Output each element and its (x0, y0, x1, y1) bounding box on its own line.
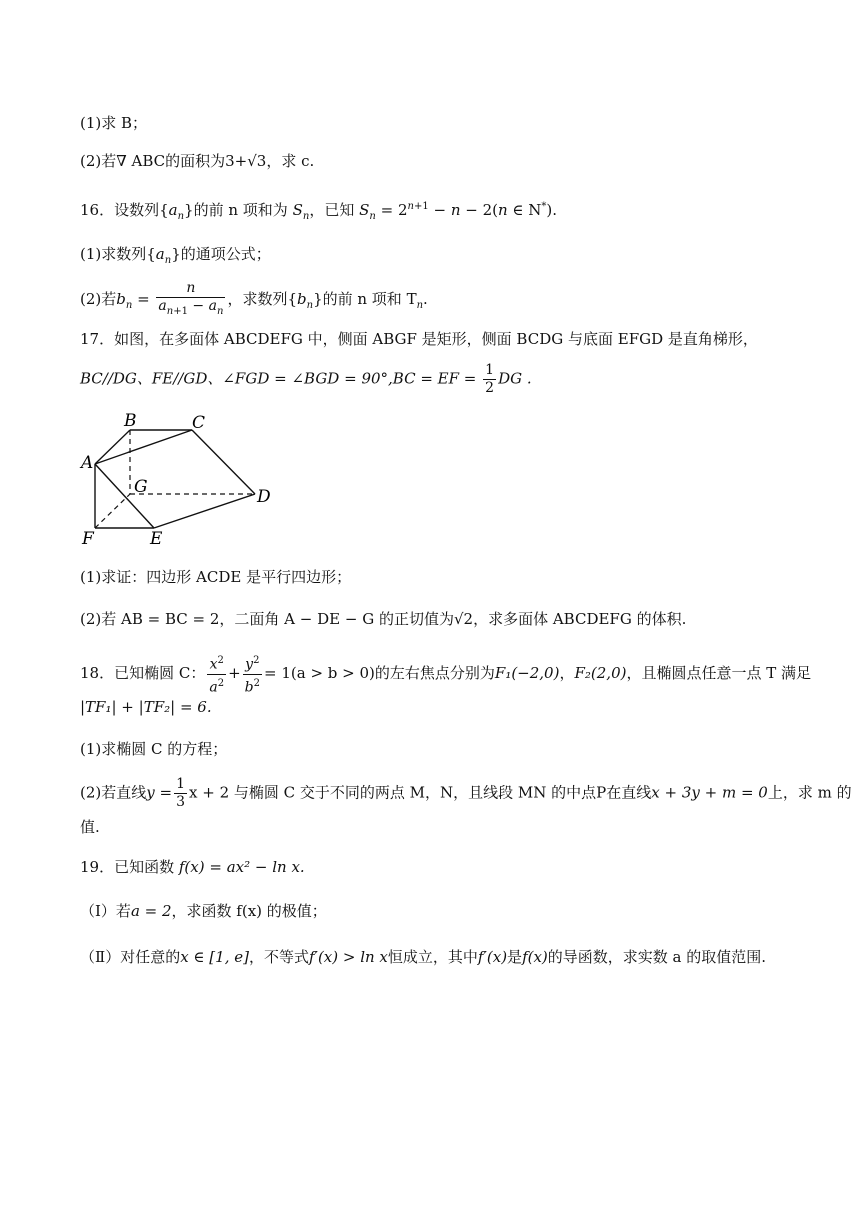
q17-condition: BC//DG、FE//GD、∠FGD = ∠BGD = 90°,BC = EF = $\frac{1}{2}$ DG . (80, 362, 532, 396)
q16-fraction: $\frac{n}{a_{n+1} - a_n}$ (158, 280, 224, 317)
q18-part2-end: 值. (80, 818, 100, 836)
label-D: D (257, 487, 271, 507)
q16-part1: (1)求数列$\{a_n\}$的通项公式； (80, 245, 271, 266)
q19-part1: （Ⅰ）若a = 2，求函数 f(x) 的极值； (80, 902, 327, 920)
label-F: F (82, 529, 94, 548)
q15-part1: (1)求 B； (80, 114, 148, 132)
q19-title: 19．已知函数 f(x) = ax² − ln x. (80, 858, 305, 876)
q16-part2: (2)若$b_n$ = $\frac{n}{a_{n+1} - a_n}$ ，求数列$\{b_n\}$的前 n 项和 $T_n$. (80, 280, 428, 320)
label-A: A (81, 453, 94, 473)
q19-part2: （Ⅱ）对任意的x ∈ [1, e]，不等式f′(x) > ln x恒成立，其中f′(x)是f(x)的导函数，求实数 a 的取值范围. (80, 948, 767, 966)
q18-condition: |TF₁| + |TF₂| = 6. (80, 698, 212, 716)
polyhedron-figure (78, 408, 278, 548)
q16-title: 16．设数列$\{a_n\}$的前 n 项和为 $S_n$，已知 $S_n = 2^{n+1} - n - 2(n$ ∈ N*). (80, 201, 558, 222)
q18-title: 18．已知椭圆 C： $\frac{x^2}{a^2}$ + $\frac{y^2}{b^2}$ = 1(a > b > 0)的左右焦点分别为F₁(−2,0)，F₂(2,0)，且椭圆点任意一点 T 满足 (80, 652, 811, 696)
q17-part2: (2)若 AB = BC = 2，二面角 A − DE − G 的正切值为√2，求多面体 ABCDEFG 的体积. (80, 610, 687, 628)
label-C: C (192, 413, 206, 433)
q17-title: 17．如图，在多面体 ABCDEFG 中，侧面 ABGF 是矩形，侧面 BCDG 与底面 EFGD 是直角梯形， (80, 330, 758, 348)
label-E: E (150, 529, 163, 548)
q17-half: $\frac{1}{2}$ (485, 362, 495, 396)
q18-part1: (1)求椭圆 C 的方程； (80, 740, 228, 758)
q15-part2: (2)若∇ ABC的面积为3+√3，求 c. (80, 152, 315, 170)
label-B: B (124, 411, 137, 431)
q18-part2: (2)若直线y = $\frac{1}{3}$ x + 2 与椭圆 C 交于不同的两点 M，N，且线段 MN 的中点P在直线x + 3y + m = 0上，求 m 的 (80, 776, 852, 810)
q17-part1: (1)求证：四边形 ACDE 是平行四边形； (80, 568, 352, 586)
label-G: G (134, 477, 148, 497)
